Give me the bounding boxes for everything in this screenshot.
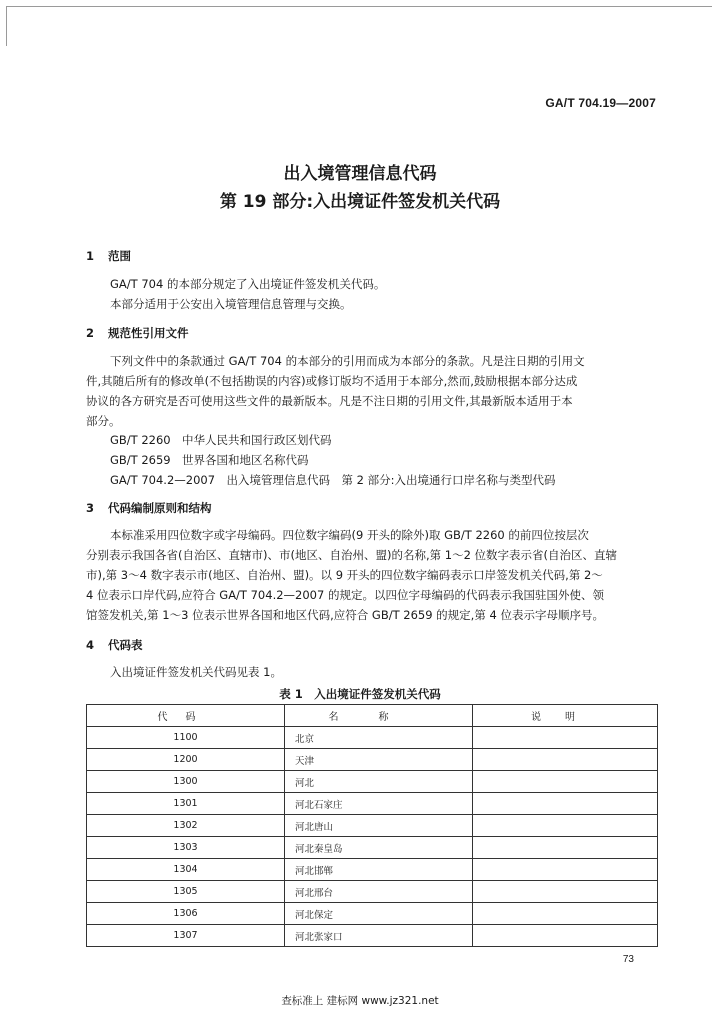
- reference-code: GB/T 2260: [110, 433, 171, 447]
- paragraph-line: 本部分适用于公安出入境管理信息管理与交换。: [110, 297, 352, 311]
- section-number: 1: [86, 249, 95, 263]
- table-row: [87, 727, 658, 749]
- column-header-note: 说明: [473, 705, 658, 727]
- cell-note: [473, 859, 658, 881]
- reference-title: 出入境管理信息代码 第 2 部分:入出境通行口岸名称与类型代码: [226, 473, 556, 487]
- section-body-code-table: [86, 662, 658, 682]
- cell-name: 河北: [285, 771, 473, 793]
- reference-title: 世界各国和地区名称代码: [182, 453, 309, 467]
- document-subtitle: 第 19 部分:入出境证件签发机关代码: [219, 192, 501, 212]
- section-number: 4: [86, 638, 95, 652]
- cell-name: 河北唐山: [285, 815, 473, 837]
- cell-note: [473, 837, 658, 859]
- column-header-name: 名称: [285, 705, 473, 727]
- reference-title: 中华人民共和国行政区划代码: [182, 433, 332, 447]
- cell-note: [473, 727, 658, 749]
- paragraph-line: 件,其随后所有的修改单(不包括勘误的内容)或修订版均不适用于本部分,然而,鼓励根据本部分达成: [86, 374, 578, 388]
- section-body-coding-principles: [86, 525, 658, 625]
- cell-name: 河北张家口: [285, 925, 473, 947]
- table-header-row: [87, 705, 658, 727]
- cell-name: 河北邯郸: [285, 859, 473, 881]
- paragraph-line: 市),第 3～4 数字表示市(地区、自治州、盟)。以 9 开头的四位数字编码表示口岸签发机关代码,第 2～: [86, 568, 603, 582]
- cell-code: 1305: [87, 881, 285, 903]
- reference-code: GA/T 704.2—2007: [110, 473, 216, 487]
- cell-name: 天津: [285, 749, 473, 771]
- code-table: [86, 704, 658, 947]
- document-title: 出入境管理信息代码: [283, 164, 437, 184]
- paragraph-line: GA/T 704 的本部分规定了入出境证件签发机关代码。: [110, 277, 386, 291]
- section-heading-coding-principles: [86, 500, 212, 516]
- section-body-scope: [86, 274, 658, 314]
- cell-note: [473, 881, 658, 903]
- section-heading-scope: [86, 248, 131, 264]
- paragraph-line: 4 位表示口岸代码,应符合 GA/T 704.2—2007 的规定。以四位字母编码的代码表示我国驻国外使、领: [86, 588, 604, 602]
- paragraph-line: 分别表示我国各省(自治区、直辖市)、市(地区、自治州、盟)的名称,第 1～2 位数字表示省(自治区、直辖: [86, 548, 618, 562]
- table-row: [87, 859, 658, 881]
- table-row: [87, 815, 658, 837]
- cell-name: 河北石家庄: [285, 793, 473, 815]
- standard-code: GA/T 704.19—2007: [545, 96, 656, 110]
- table-row: [87, 793, 658, 815]
- cell-note: [473, 749, 658, 771]
- cell-name: 河北秦皇岛: [285, 837, 473, 859]
- paragraph-line: 馆签发机关,第 1～3 位表示世界各国和地区代码,应符合 GB/T 2659 的规定,第 4 位表示字母顺序号。: [86, 608, 604, 622]
- cell-note: [473, 793, 658, 815]
- cell-name: 河北邢台: [285, 881, 473, 903]
- reference-item: [110, 432, 332, 448]
- cell-code: 1300: [87, 771, 285, 793]
- table-row: [87, 925, 658, 947]
- table-row: [87, 903, 658, 925]
- reference-item: [110, 472, 556, 488]
- cell-code: 1303: [87, 837, 285, 859]
- section-title: 代码编制原则和结构: [108, 501, 212, 515]
- cell-note: [473, 815, 658, 837]
- footer-watermark: 查标准上 建标网 www.jz321.net: [281, 995, 439, 1007]
- cell-code: 1200: [87, 749, 285, 771]
- section-title: 范围: [108, 249, 131, 263]
- section-heading-normative-references: [86, 325, 189, 341]
- table-row: [87, 749, 658, 771]
- cell-code: 1307: [87, 925, 285, 947]
- reference-code: GB/T 2659: [110, 453, 171, 467]
- cell-code: 1100: [87, 727, 285, 749]
- column-header-code: 代码: [87, 705, 285, 727]
- cell-code: 1304: [87, 859, 285, 881]
- section-title: 规范性引用文件: [108, 326, 189, 340]
- section-number: 2: [86, 326, 95, 340]
- cell-note: [473, 903, 658, 925]
- paragraph-line: 入出境证件签发机关代码见表 1。: [110, 665, 282, 679]
- section-title: 代码表: [108, 638, 143, 652]
- table-row: [87, 771, 658, 793]
- cell-code: 1301: [87, 793, 285, 815]
- cell-code: 1306: [87, 903, 285, 925]
- cell-note: [473, 771, 658, 793]
- cell-code: 1302: [87, 815, 285, 837]
- table-caption: 表 1 入出境证件签发机关代码: [279, 687, 441, 701]
- paragraph-line: 下列文件中的条款通过 GA/T 704 的本部分的引用而成为本部分的条款。凡是注日期的引用文: [110, 354, 585, 368]
- paragraph-line: 本标准采用四位数字或字母编码。四位数字编码(9 开头的除外)取 GB/T 2260 的前四位按层次: [110, 528, 589, 542]
- section-body-normative-references: [86, 351, 658, 431]
- table-row: [87, 837, 658, 859]
- scan-border-left: [6, 6, 7, 46]
- cell-note: [473, 925, 658, 947]
- cell-name: 北京: [285, 727, 473, 749]
- table-row: [87, 881, 658, 903]
- paragraph-line: 部分。: [86, 414, 121, 428]
- reference-item: [110, 452, 309, 468]
- section-number: 3: [86, 501, 95, 515]
- cell-name: 河北保定: [285, 903, 473, 925]
- scan-border-top: [6, 6, 712, 7]
- section-heading-code-table: [86, 637, 143, 653]
- paragraph-line: 协议的各方研究是否可使用这些文件的最新版本。凡是不注日期的引用文件,其最新版本适用于本: [86, 394, 573, 408]
- page-number: 73: [622, 954, 634, 965]
